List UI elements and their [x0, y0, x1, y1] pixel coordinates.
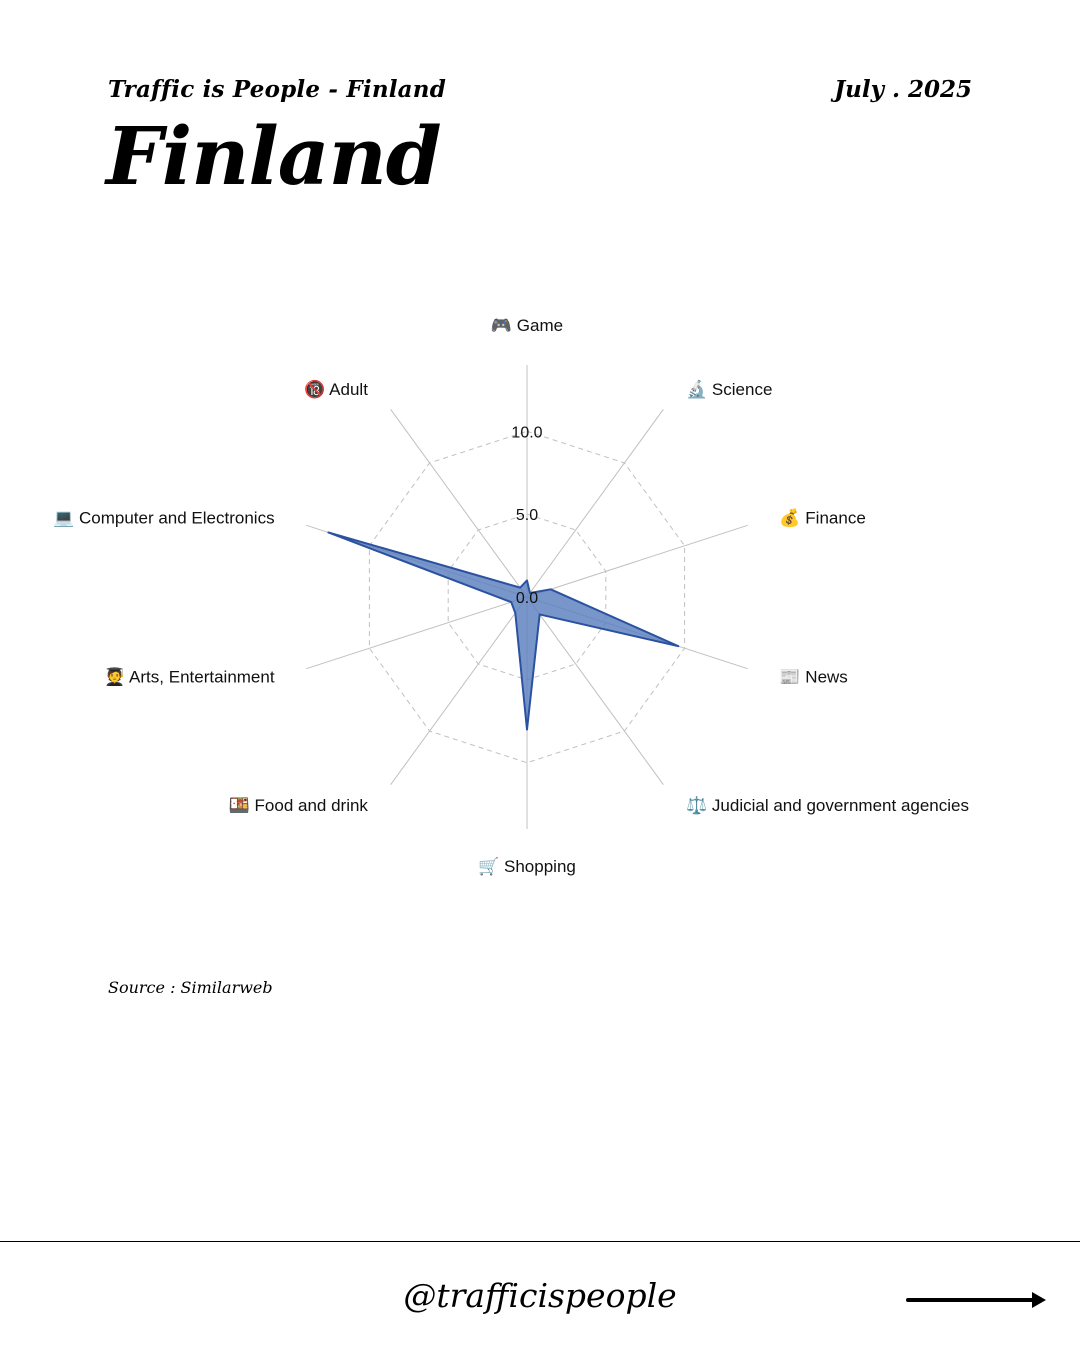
grid-spoke [306, 597, 527, 669]
axis-label: 🍱 Food and drink [228, 795, 368, 815]
axis-label: 🔞 Adult [304, 380, 368, 400]
radar-series [328, 532, 678, 729]
radar-series-area [328, 532, 678, 729]
axis-label: 🎮 Game [490, 316, 564, 335]
source-note: Source : Similarweb [108, 978, 273, 997]
date-label: July . 2025 [834, 76, 972, 103]
axis-label: 📰 News [779, 667, 848, 687]
arrow-right-icon[interactable] [906, 1288, 1048, 1312]
tick-label: 0.0 [515, 590, 539, 607]
axis-label: 🧑‍🎓 Arts, Entertainment [104, 667, 275, 687]
social-handle[interactable]: @trafficispeople [403, 1276, 677, 1315]
axis-label: ⚖️ Judicial and government agencies [686, 795, 970, 815]
grid-spoke [527, 525, 748, 597]
axis-label: 🔬 Science [686, 380, 773, 400]
series-title: Traffic is People - Finland [108, 76, 446, 103]
footer-divider [0, 1241, 1080, 1242]
tick-label: 5.0 [515, 507, 539, 525]
axis-label: 💻 Computer and Electronics [53, 508, 275, 528]
page-title: Finland [106, 109, 441, 203]
axis-label: 🛒 Shopping [478, 857, 576, 876]
axis-label: 💰 Finance [779, 508, 866, 528]
tick-label: 10.0 [511, 424, 543, 442]
